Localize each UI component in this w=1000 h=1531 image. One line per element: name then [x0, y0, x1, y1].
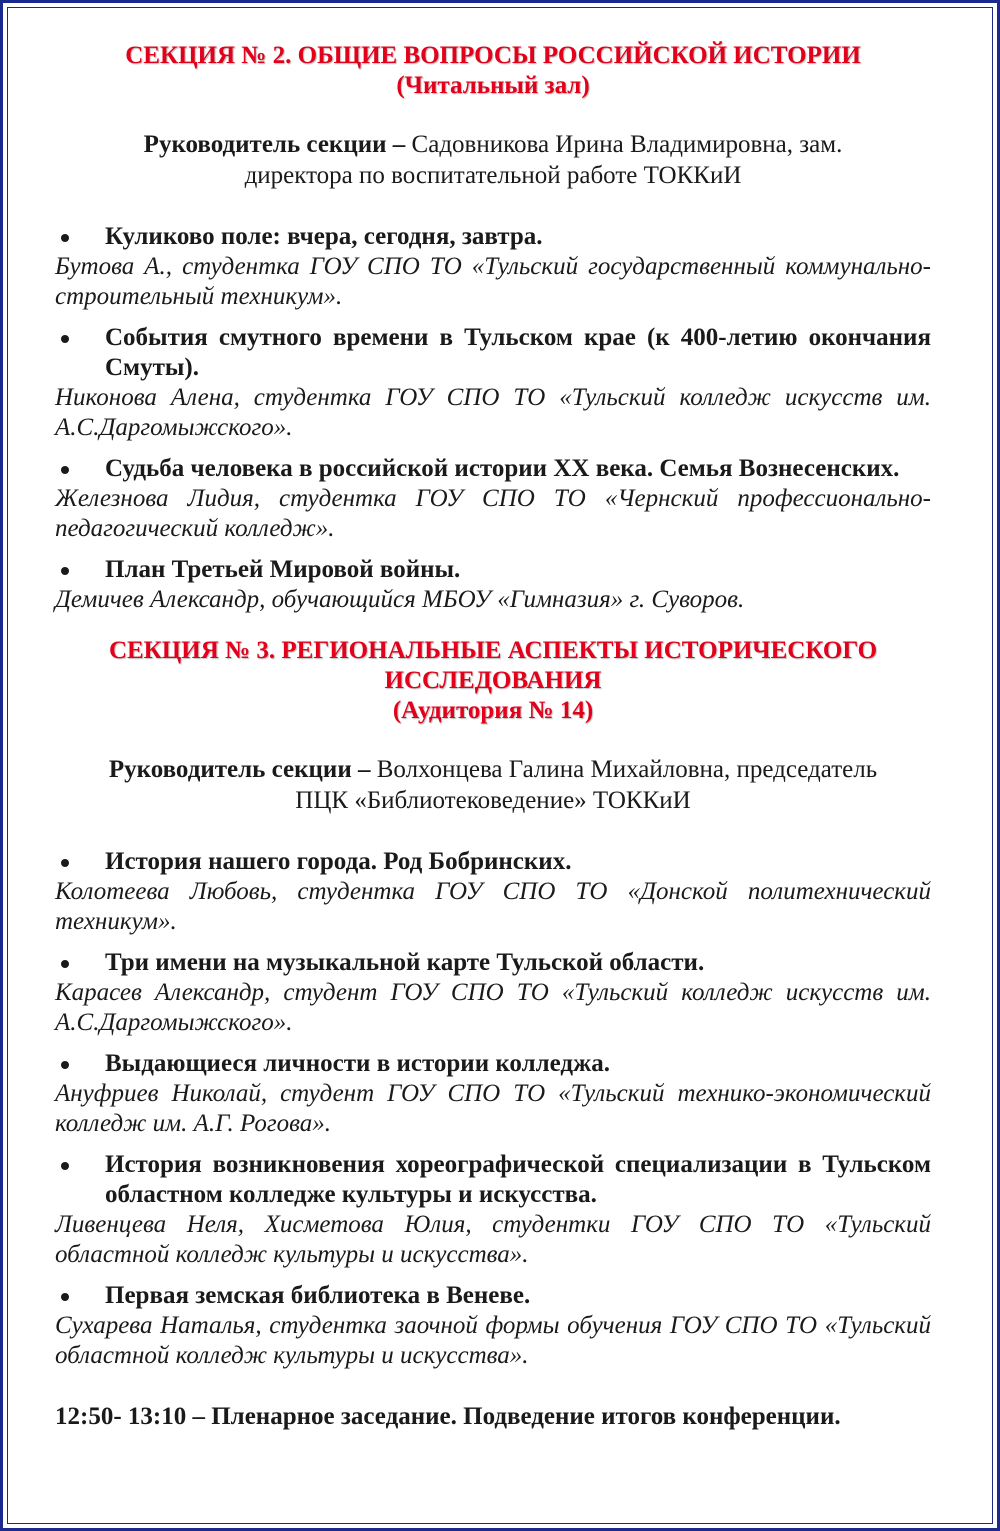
talk-author: Сухарева Наталья, студентка заочной формы обучения ГОУ СПО ТО «Тульский областной колледж культуры и искусства».: [55, 1312, 931, 1369]
list-item: [55, 847, 931, 937]
talk-title: История нашего города. Род Бобринских.: [105, 848, 572, 875]
list-item: [55, 1150, 931, 1270]
list-item: [55, 323, 931, 443]
section-2-items: [55, 222, 931, 615]
talk-title: Выдающиеся личности в истории колледжа.: [105, 1050, 610, 1077]
section-2: [55, 41, 931, 615]
section-2-title: СЕКЦИЯ № 2. ОБЩИЕ ВОПРОСЫ РОССИЙСКОЙ ИСТОРИИ: [125, 42, 861, 69]
talk-title: События смутного времени в Тульском крае (к 400-летию окончания Смуты).: [105, 324, 931, 381]
section-3: [55, 636, 931, 1371]
leader-label: Руководитель секции –: [108, 756, 371, 783]
leader-name: Садовникова Ирина Владимировна, зам.: [405, 131, 843, 158]
leader-position: ПЦК «Библиотековедение» ТОККиИ: [295, 787, 691, 814]
talk-title: Три имени на музыкальной карте Тульской области.: [105, 949, 705, 976]
leader-name: Волхонцева Галина Михайловна, председатель: [370, 756, 878, 783]
talk-title: Судьба человека в российской истории XX века. Семья Вознесенских.: [105, 455, 900, 482]
list-item: [55, 555, 931, 615]
list-item: [55, 222, 931, 312]
section-3-title-continued: ИССЛЕДОВАНИЯ: [384, 667, 602, 694]
talk-title: Первая земская библиотека в Веневе.: [105, 1282, 531, 1309]
list-item: [55, 1281, 931, 1371]
talk-title: Куликово поле: вчера, сегодня, завтра.: [105, 223, 543, 250]
talk-author: Ливенцева Неля, Хисметова Юлия, студентки ГОУ СПО ТО «Тульский областной колледж культуры и искусства».: [55, 1211, 931, 1268]
talk-author: Никонова Алена, студентка ГОУ СПО ТО «Тульский колледж искусств им. А.С.Даргомыжского».: [55, 384, 931, 441]
talk-author: Демичев Александр, обучающийся МБОУ «Гимназия» г. Суворов.: [55, 586, 745, 613]
section-3-items: [55, 847, 931, 1371]
section-3-title: СЕКЦИЯ № 3. РЕГИОНАЛЬНЫЕ АСПЕКТЫ ИСТОРИЧЕСКОГО: [108, 637, 878, 664]
section-2-room: (Читальный зал): [396, 72, 590, 99]
talk-author: Железнова Лидия, студентка ГОУ СПО ТО «Чернский профессионально-педагогический колледж».: [55, 485, 931, 542]
talk-author: Бутова А., студентка ГОУ СПО ТО «Тульский государственный коммунально-строительный техникум».: [55, 253, 931, 310]
talk-author: Карасев Александр, студент ГОУ СПО ТО «Тульский колледж искусств им. А.С.Даргомыжского».: [55, 979, 931, 1036]
talk-author: Колотеева Любовь, студентка ГОУ СПО ТО «Донской политехнический техникум».: [55, 878, 931, 935]
section-2-leader: [55, 129, 931, 191]
leader-position: директора по воспитательной работе ТОККиИ: [244, 162, 742, 189]
talk-title: План Третьей Мировой войны.: [105, 556, 461, 583]
section-3-leader: [55, 754, 931, 816]
plenary-session-line: 12:50- 13:10 – Пленарное заседание. Подведение итогов конференции.: [55, 1403, 841, 1430]
talk-author: Ануфриев Николай, студент ГОУ СПО ТО «Тульский технико-экономический колледж им. А.Г. Рогова».: [55, 1080, 931, 1137]
section-3-room: (Аудитория № 14): [392, 697, 594, 724]
list-item: [55, 948, 931, 1038]
leader-label: Руководитель секции –: [143, 131, 406, 158]
list-item: [55, 454, 931, 544]
program-content: [55, 41, 931, 1432]
talk-title: История возникновения хореографической специализации в Тульском областном колледже культуры и искусства.: [105, 1151, 931, 1208]
list-item: [55, 1049, 931, 1139]
